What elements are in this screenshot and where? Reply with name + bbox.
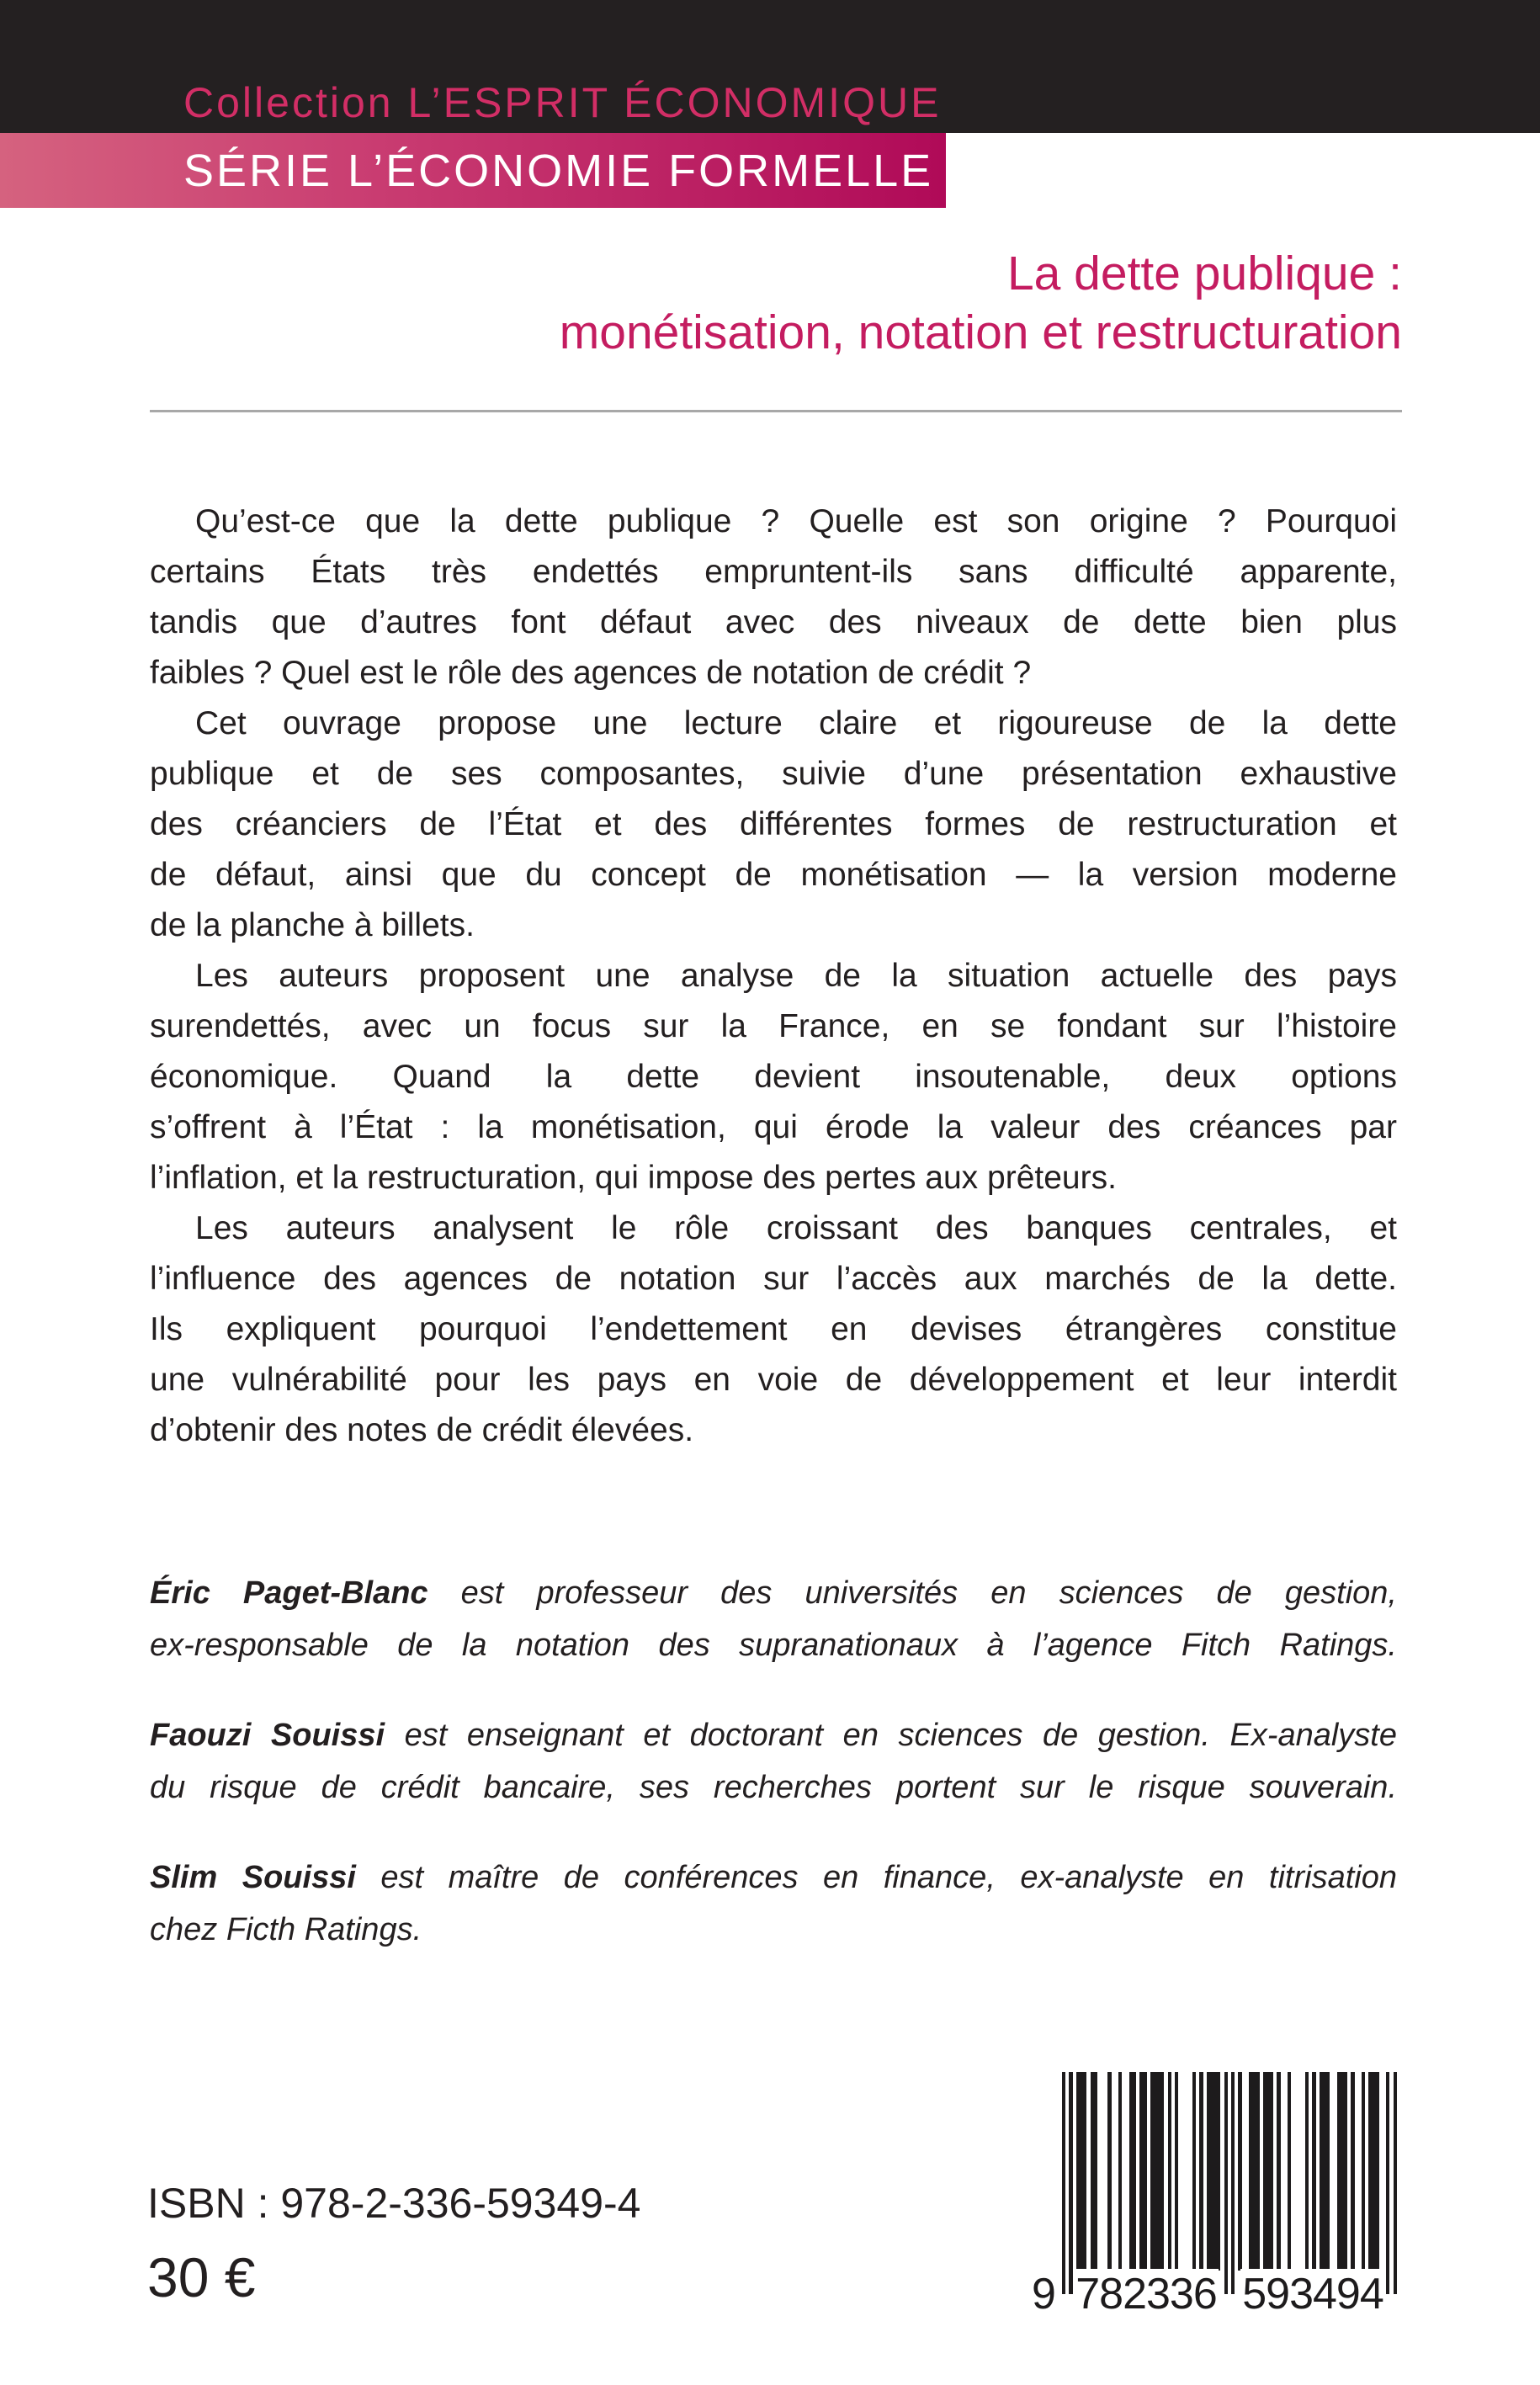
author-bio-line: chez Ficth Ratings.: [150, 1912, 422, 1947]
author-name: Slim Souissi: [150, 1860, 356, 1895]
synopsis-line: l’inflation, et la restructuration, qui impose des pertes aux prêteurs.: [150, 1160, 1117, 1196]
author-bio-line: du risque de crédit bancaire, ses recherches portent sur le risque souverain.: [150, 1770, 1397, 1805]
synopsis-line: une vulnérabilité pour les pays en voie de développement et leur interdit: [150, 1362, 1397, 1398]
collection-label: Collection L’ESPRIT ÉCONOMIQUE: [183, 79, 942, 126]
book-title: [150, 244, 1402, 362]
divider-rule: [150, 410, 1402, 412]
author-bios: [150, 1567, 1397, 1994]
barcode-digits: [1032, 2269, 1399, 2328]
synopsis-line: surendettés, avec un focus sur la France, en se fondant sur l’histoire: [150, 1008, 1397, 1044]
synopsis-line: Les auteurs proposent une analyse de la situation actuelle des pays: [195, 958, 1397, 994]
title-line-2: monétisation, notation et restructuration: [559, 305, 1402, 359]
author-bio: [150, 1709, 1397, 1814]
synopsis-line: Les auteurs analysent le rôle croissant des banques centrales, et: [195, 1210, 1397, 1246]
author-bio: [150, 1851, 1397, 1956]
synopsis-line: l’influence des agences de notation sur l’accès aux marchés de la dette.: [150, 1261, 1397, 1297]
synopsis: [150, 497, 1397, 1456]
price-label: 30 €: [147, 2246, 256, 2308]
header-bar: [0, 0, 1540, 133]
author-name: Éric Paget-Blanc: [150, 1575, 428, 1611]
barcode-digits-right: 593494: [1240, 2269, 1385, 2319]
synopsis-line: d’obtenir des notes de crédit élevées.: [150, 1412, 694, 1448]
author-bio: [150, 1567, 1397, 1671]
synopsis-line: Qu’est-ce que la dette publique ? Quelle est son origine ? Pourquoi: [195, 503, 1397, 539]
synopsis-line: de défaut, ainsi que du concept de monétisation — la version moderne: [150, 857, 1397, 893]
synopsis-line: publique et de ses composantes, suivie d’une présentation exhaustive: [150, 756, 1397, 792]
author-name: Faouzi Souissi: [150, 1718, 385, 1753]
barcode: [1032, 2072, 1399, 2333]
isbn-label: ISBN : 978-2-336-59349-4: [147, 2180, 641, 2227]
author-bio-line: [150, 1851, 1397, 1904]
synopsis-line: s’offrent à l’État : la monétisation, qui érode la valeur des créances par: [150, 1109, 1397, 1145]
synopsis-line: faibles ? Quel est le rôle des agences de notation de crédit ?: [150, 655, 1032, 691]
synopsis-line: économique. Quand la dette devient insoutenable, deux options: [150, 1059, 1397, 1095]
title-line-1: La dette publique :: [1006, 247, 1402, 300]
synopsis-line: certains États très endettés empruntent-ils sans difficulté apparente,: [150, 554, 1397, 590]
synopsis-line: des créanciers de l’État et des différentes formes de restructuration et: [150, 806, 1397, 842]
synopsis-line: de la planche à billets.: [150, 907, 475, 943]
author-bio-line: [150, 1567, 1397, 1619]
barcode-digit-left: 9: [1032, 2270, 1056, 2319]
synopsis-line: tandis que d’autres font défaut avec des niveaux de dette bien plus: [150, 604, 1397, 640]
series-band: [0, 133, 946, 208]
synopsis-line: Cet ouvrage propose une lecture claire et rigoureuse de la dette: [195, 705, 1397, 741]
author-bio-line: [150, 1709, 1397, 1761]
barcode-digits-left: 782336: [1074, 2269, 1219, 2319]
author-bio-text: est maître de conférences en finance, ex-analyste en titrisation: [355, 1860, 1397, 1895]
author-bio-text: est professeur des universités en sciences de gestion,: [427, 1575, 1397, 1611]
synopsis-line: Ils expliquent pourquoi l’endettement en devises étrangères constitue: [150, 1311, 1397, 1347]
author-bio-line: ex-responsable de la notation des supranationaux à l’agence Fitch Ratings.: [150, 1628, 1397, 1663]
series-label: SÉRIE L’ÉCONOMIE FORMELLE: [183, 145, 934, 196]
barcode-bars: [1062, 2072, 1399, 2294]
author-bio-text: est enseignant et doctorant en sciences de gestion. Ex-analyste: [385, 1718, 1397, 1753]
